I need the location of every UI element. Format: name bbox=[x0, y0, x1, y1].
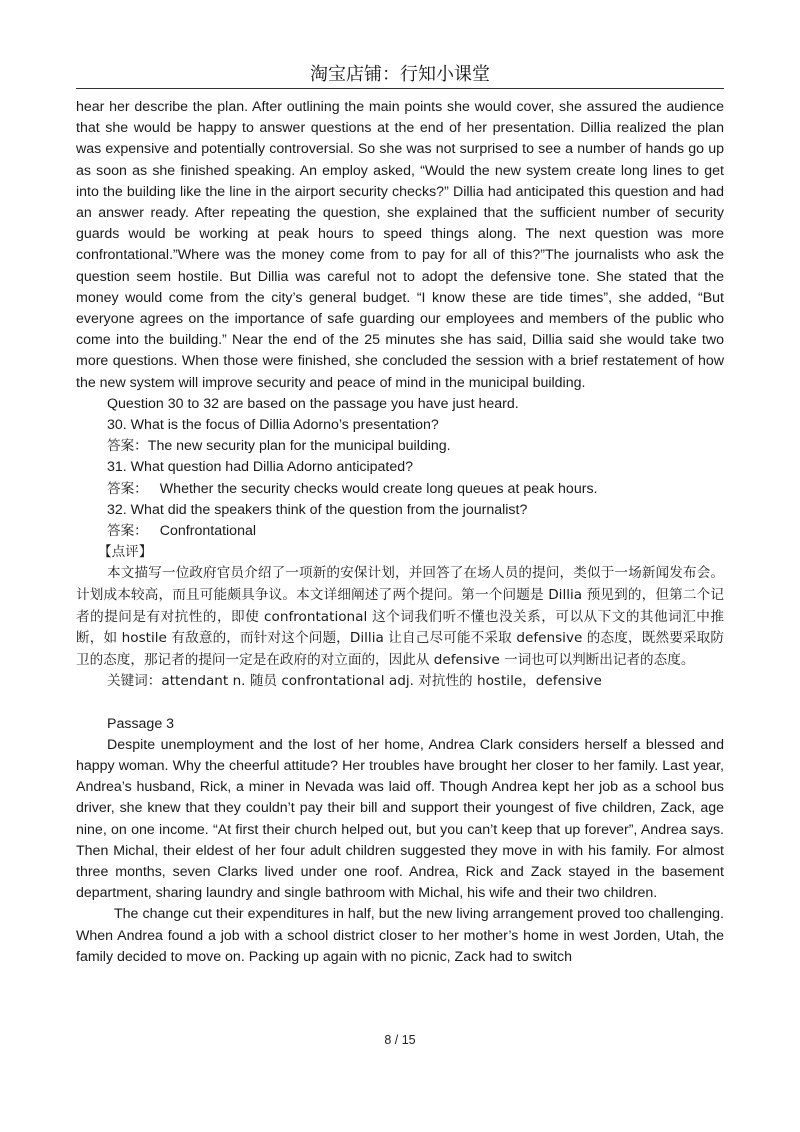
question-30: 30. What is the focus of Dillia Adorno’s presentation? bbox=[107, 417, 439, 434]
answer-text: Confrontational bbox=[159, 523, 257, 540]
passage-2-continuation: hear her describe the plan. After outlining the main points she would cover, she assured the audience that she would be happy to answer questions at the end of her presentation. Dillia realized the plan was expensive and potentially controversial. So she was not surprised to see a number of hands go up as soon as she finished speaking. An employ asked, “Would the new system create long lines to get into the building like the line in the airport security checks?” Dillia had anticipated this question and had an answer ready. After repeating the question, she explained that the sufficient number of security guards would be working at peak hours to speed things along. The next question was more confrontational.”Where was the money come from to pay for all of this?”The journalists who ask the question seem hostile. But Dillia was careful not to adopt the defensive tone. She stated that the money would come from the city’s general budget. “I know these are tide times”, she added, “But everyone agrees on the importance of safe guarding our employees and members of the public who come into the building.” Near the end of the 25 minutes she has said, Dillia said she would take two more questions. When those were finished, she concluded the session with a brief restatement of how the new system will improve security and peace of mind in the municipal building. bbox=[76, 99, 724, 391]
commentary-body: 本文描写一位政府官员介绍了一项新的安保计划，并回答了在场人员的提问，类似于一场新闻发布会。计划成本较高，而且可能颇具争议。本文详细阐述了两个提问。第一个问题是 Dillia 预见到的，但第二个记者的提问是有对抗性的，即使 confrontational 这个词我们听不懂也没关系，可以从下文的其他词汇中推断，如 hostile 有敌意的，而针对这个问题，Dillia 让自己尽可能不采取 defensive 的态度，既然要采取防卫的态度，那记者的提问一定是在政府的对立面的，因此从 defensive 一词也可以判断出记者的态度。 bbox=[76, 565, 724, 668]
answer-text: Whether the security checks would create long queues at peak hours. bbox=[159, 480, 598, 497]
document-body bbox=[76, 97, 724, 968]
passage-3-title: Passage 3 bbox=[107, 715, 175, 732]
answer-text: The new security plan for the municipal building. bbox=[147, 438, 451, 455]
header-divider bbox=[76, 88, 724, 89]
answer-label: 答案： bbox=[107, 480, 148, 497]
answer-label: 答案： bbox=[107, 523, 148, 540]
answer-31 bbox=[76, 479, 724, 500]
question-31: 31. What question had Dillia Adorno anticipated? bbox=[107, 459, 414, 476]
answer-30 bbox=[76, 436, 724, 457]
passage-3-paragraph-2: The change cut their expenditures in half, but the new living arrangement proved too challenging. When Andrea found a job with a school district closer to her mother’s home in west Jorden, Utah, the family decided to move on. Packing up again with no picnic, Zack had to switch bbox=[76, 906, 724, 965]
commentary-keywords: 关键词：attendant n. 随员 confrontational adj. 对抗性的 hostile，defensive bbox=[107, 673, 602, 690]
answer-label: 答案： bbox=[107, 438, 148, 455]
page-number: 8 / 15 bbox=[384, 1033, 416, 1047]
answer-32 bbox=[76, 521, 724, 542]
commentary-heading: 【点评】 bbox=[98, 544, 153, 561]
section-spacer bbox=[76, 693, 724, 714]
passage-3-paragraph-1: Despite unemployment and the lost of her home, Andrea Clark considers herself a blessed and happy woman. Why the cheerful attitude? Her troubles have brought her closer to her family. Last year, Andrea’s husband, Rick, a miner in Nevada was laid off. Though Andrea kept her job as a school bus driver, she knew that they couldn’t pay their bill and support their youngest of five children, Zack, age nine, on one income. “At first their church helped out, but you can’t keep that up forever”, Andrea says. Then Michal, their eldest of her four adult children suggested they move in with his family. For almost three months, seven Clarks lived under one roof. Andrea, Rick and Zack stayed in the basement department, sharing laundry and single bathroom with Michal, his wife and their two children. bbox=[76, 736, 724, 902]
page-header-title: 淘宝店铺：行知小课堂 bbox=[310, 64, 490, 85]
questions-intro: Question 30 to 32 are based on the passage you have just heard. bbox=[107, 395, 519, 412]
question-32: 32. What did the speakers think of the question from the journalist? bbox=[107, 501, 528, 518]
